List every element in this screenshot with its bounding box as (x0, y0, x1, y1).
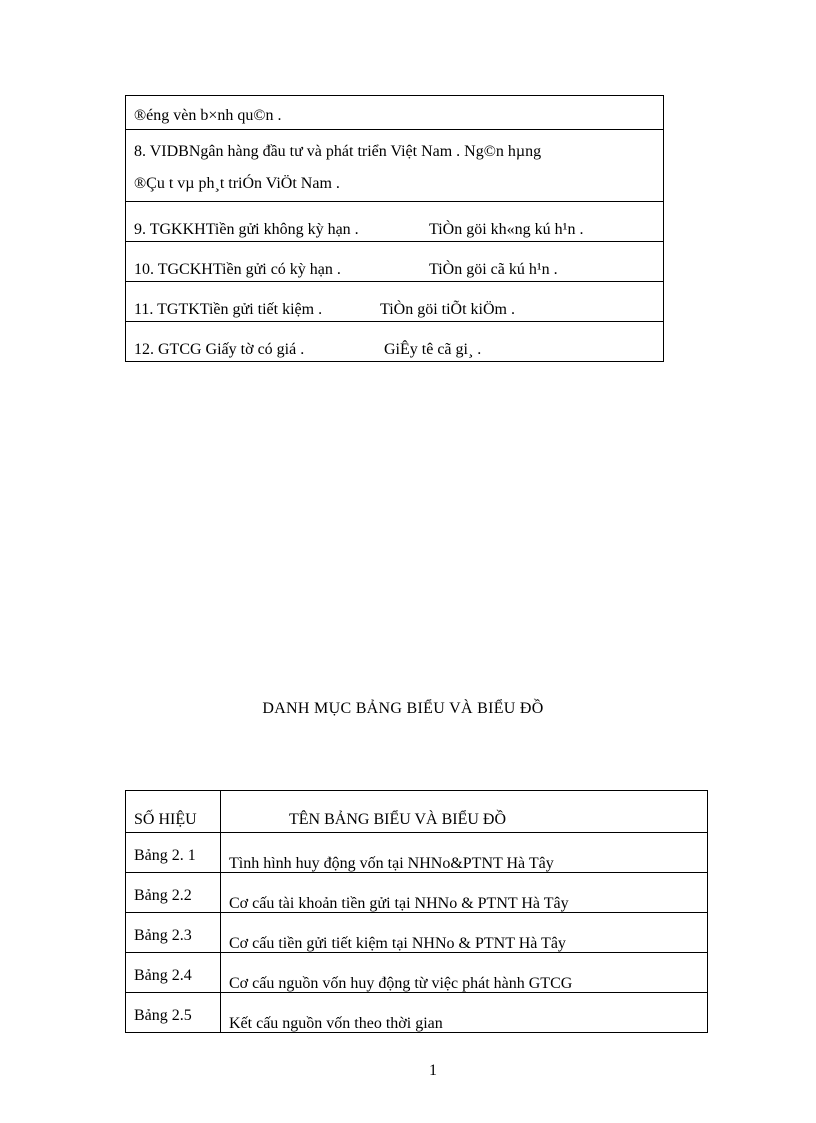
abbreviation-row (126, 201, 663, 241)
abbreviation-text: 10. TGCKHTiền gửi có kỳ hạn . (134, 261, 341, 278)
table-name: Cơ cấu tài khoản tiền gửi tại NHNo & PTNT Hà Tây (229, 895, 569, 912)
abbreviation-alt-text: TiÒn göi cã kú h¹n . (429, 261, 558, 278)
table-id: Bảng 2.2 (126, 873, 221, 912)
header-id: SỐ HIỆU (126, 791, 221, 832)
abbreviation-row (126, 281, 663, 321)
abbreviation-row (126, 129, 663, 201)
abbreviation-text: 12. GTCG Giấy tờ có giá . (134, 341, 305, 358)
table-name: Tình hình huy động vốn tại NHNo&PTNT Hà Tây (229, 855, 554, 872)
table-row (126, 992, 707, 1032)
abbreviation-text: 9. TGKKHTiền gửi không kỳ hạn . (134, 221, 359, 238)
abbreviation-alt-text: TiÒn göi kh«ng kú h¹n . (429, 221, 584, 238)
abbreviation-text: ®éng vèn b×nh qu©n . (134, 107, 282, 124)
table-name: Kết cấu nguồn vốn theo thời gian (229, 1015, 443, 1032)
abbreviation-text: 8. VIDBNgân hàng đầu tư và phát triển Việt Nam . Ng©n hµng (134, 143, 542, 160)
table-row (126, 912, 707, 952)
table-id: Bảng 2.3 (126, 913, 221, 952)
abbreviation-row (126, 96, 663, 129)
page-number: 1 (429, 1062, 437, 1079)
table-header-row (126, 791, 707, 832)
table-id: Bảng 2.5 (126, 993, 221, 1032)
abbreviation-text: 11. TGTKTiền gửi tiết kiệm . (134, 301, 323, 318)
abbreviation-table (125, 95, 664, 362)
table-row (126, 952, 707, 992)
abbreviation-row (126, 321, 663, 361)
section-title: DANH MỤC BẢNG BIỂU VÀ BIỂU ĐỒ (262, 700, 544, 717)
table-row (126, 832, 707, 872)
header-name: TÊN BẢNG BIỂU VÀ BIỂU ĐỒ (289, 811, 507, 828)
abbreviation-alt-text: ®Çu t vµ ph¸t triÓn ViÖt Nam . (134, 175, 340, 192)
table-id: Bảng 2.4 (126, 953, 221, 992)
abbreviation-alt-text: GiÊy tê cã gi¸ . (384, 341, 482, 358)
abbreviation-alt-text: TiÒn göi tiÕt kiÖm . (380, 301, 515, 318)
abbreviation-row (126, 241, 663, 281)
table-id: Bảng 2. 1 (126, 833, 221, 872)
table-row (126, 872, 707, 912)
table-list (125, 790, 708, 1033)
table-name: Cơ cấu tiền gửi tiết kiệm tại NHNo & PTNT Hà Tây (229, 935, 566, 952)
table-name: Cơ cấu nguồn vốn huy động từ việc phát hành GTCG (229, 975, 573, 992)
